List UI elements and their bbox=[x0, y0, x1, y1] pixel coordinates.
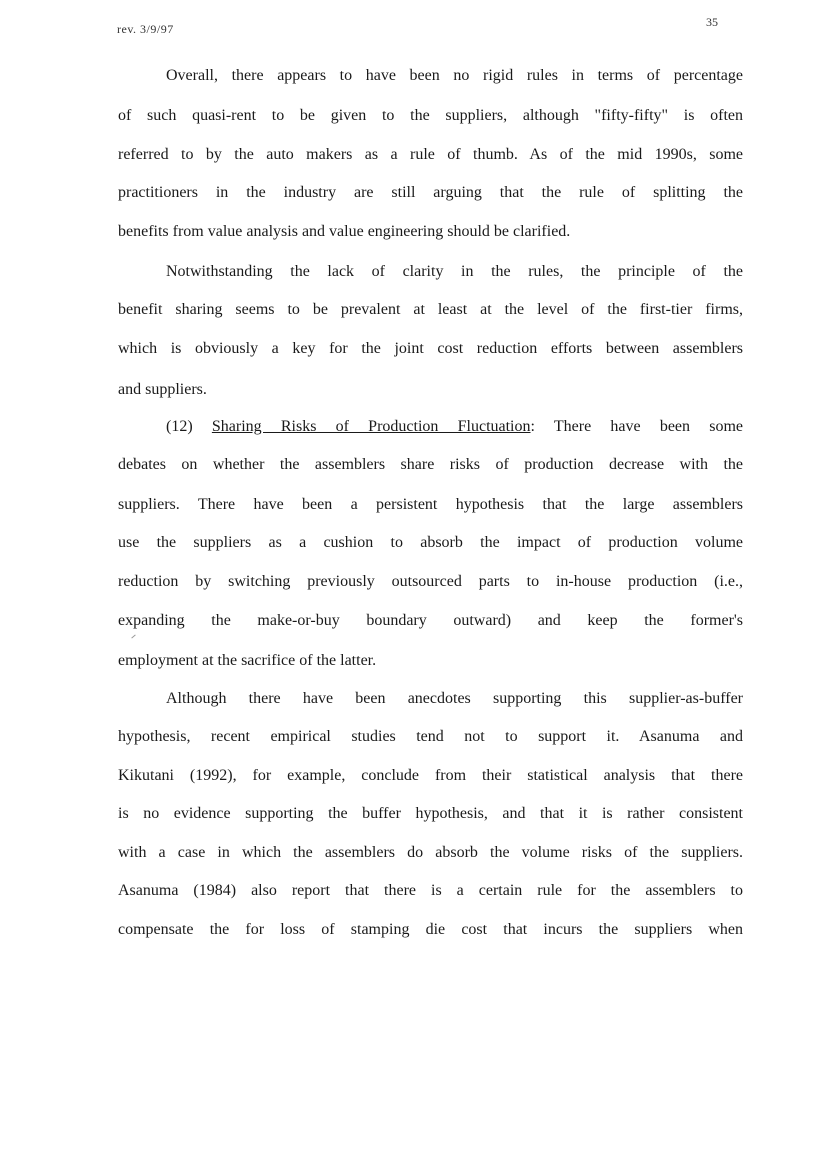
text-line bbox=[166, 415, 743, 439]
text-line: Although there have been anecdotes supporting this supplier-as-buffer bbox=[166, 690, 743, 707]
text-line: benefit sharing seems to be prevalent at least at the level of the first-tier firms, bbox=[118, 301, 743, 318]
text-line: reduction by switching previously outsourced parts to in-house production (i.e., bbox=[118, 573, 743, 590]
text-line: expanding the make-or-buy boundary outward) and keep the former's bbox=[118, 612, 743, 629]
text-line: Kikutani (1992), for example, conclude from their statistical analysis that there bbox=[118, 767, 743, 784]
text-line: and suppliers. bbox=[118, 381, 207, 398]
text-line: which is obviously a key for the joint cost reduction efforts between assemblers bbox=[118, 340, 743, 357]
section-heading: Sharing Risks of Production Fluctuation bbox=[211, 418, 531, 435]
revision-date: rev. 3/9/97 bbox=[117, 22, 174, 36]
text-line: Asanuma (1984) also report that there is a certain rule for the assemblers to bbox=[118, 882, 743, 899]
text-line: use the suppliers as a cushion to absorb the impact of production volume bbox=[118, 534, 743, 551]
text-line: suppliers. There have been a persistent hypothesis that the large assemblers bbox=[118, 496, 743, 513]
text-line: compensate the for loss of stamping die cost that incurs the suppliers when bbox=[118, 921, 743, 938]
text-line: with a case in which the assemblers do absorb the volume risks of the suppliers. bbox=[118, 844, 743, 861]
page-number: 35 bbox=[706, 15, 718, 29]
text-line: Overall, there appears to have been no rigid rules in terms of percentage bbox=[166, 67, 743, 84]
text-fragment: : There have been some bbox=[530, 418, 744, 435]
section-number: (12) bbox=[166, 418, 193, 435]
text-line: benefits from value analysis and value engineering should be clarified. bbox=[118, 223, 571, 240]
text-line: Notwithstanding the lack of clarity in the rules, the principle of the bbox=[166, 263, 743, 280]
scan-mark bbox=[131, 635, 135, 639]
text-line: of such quasi-rent to be given to the suppliers, although "fifty-fifty" is often bbox=[118, 107, 743, 124]
text-line: is no evidence supporting the buffer hypothesis, and that it is rather consistent bbox=[118, 805, 743, 822]
text-line: referred to by the auto makers as a rule of thumb. As of the mid 1990s, some bbox=[118, 146, 743, 163]
text-line: employment at the sacrifice of the latter. bbox=[118, 652, 377, 669]
text-line: debates on whether the assemblers share risks of production decrease with the bbox=[118, 456, 743, 473]
text-line: practitioners in the industry are still arguing that the rule of splitting the bbox=[118, 184, 743, 201]
text-line: hypothesis, recent empirical studies tend not to support it. Asanuma and bbox=[118, 728, 743, 745]
